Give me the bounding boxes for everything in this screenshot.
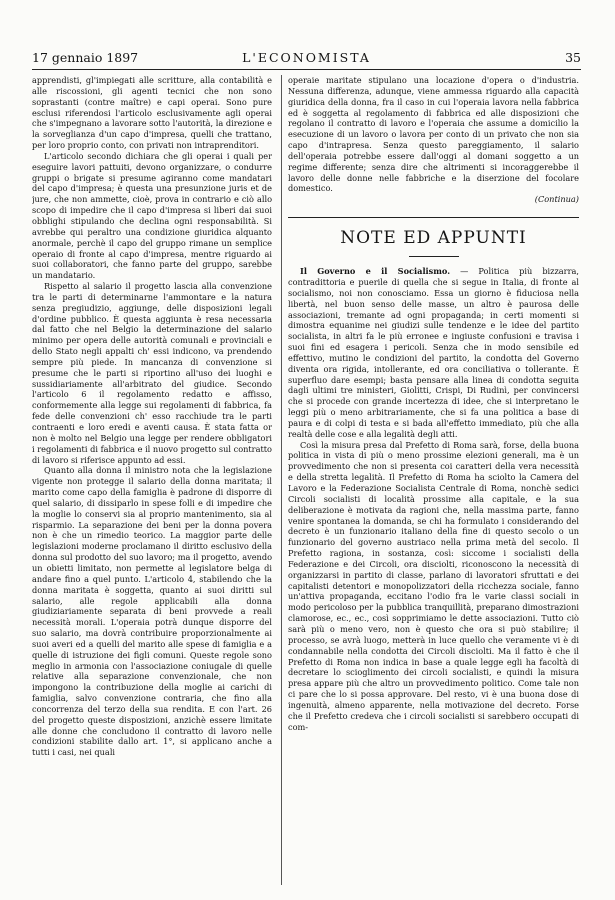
- section-divider: [288, 217, 579, 218]
- article-text: — Politica più bizzarra, contradittoria e puerile di quella che si segue in Italia, di fronte al socialismo, noi non conosciamo. Essa un giorno è fiduciosa nella libertà, nel buon senso delle masse, un altro è paurosa delle associazioni, tremante ad ogni propaganda; in certi momenti si dimostra equanime nei giudizi sulle tendenze e le idee del partito socialista, in altri fa le più erronee e ingiuste confusioni e travisa i suoi fini ed esagera i pericoli. Senza che in modo sensibile ed effettivo, mutino le condizioni del partito, la condotta del Governo diventa ora rigida, intollerante, ed ora conciliativa o tollerante. È superfluo dare esempi; basta pensare alla linea di condotta seguita dagli ultimi tre ministeri, Giolitti, Crispi, Di Rudinì, per convincersi che si procede con grande incertezza di idee, che si interpretano le leggi più o meno arbitrariamente, che si fa una politica a base di paura e di colpi di testa e si bada all'effetto immediato, più che alla realtà delle cose e alla legalità degli atti.: [288, 266, 579, 439]
- article-paragraph: Così la misura presa dal Prefetto di Roma sarà, forse, della buona politica in vista di più o meno prossime elezioni generali, ma è un provvedimento che non si presenta coi caratteri della vera necessità e della stretta legalità. Il Prefetto di Roma ha sciolto la Camera del Lavoro e la Federazione Socialista Centrale di Roma, nonchè sedici Circoli socialisti di località prossime alla capitale, e la sua deliberazione è motivata da ragioni che, nella massima parte, fanno venire spontanea la domanda, se chi ha formulato i considerando del decreto è un funzionario italiano della fine di questo secolo o un funzionario del governo austriaco nella prima metà del secolo. Il Prefetto ragiona, in sostanza, così: siccome i socialisti della Federazione e dei Circoli, ora disciolti, riconoscono la necessità di organizzarsi in partito di classe, parlano di lavoratori sfruttati e dei capitalisti detentori e monopolizzatori della ricchezza sociale, fanno un'attiva propaganda, eccitano l'odio fra le varie classi sociali in modo pericoloso per la pubblica tranquillità, preparano dimostrazioni clamorose, ec., ec., così sopprimiamo le dette associazioni. Tutto ciò sarà più o meno vero, non è questo che ora si può stabilire; il processo, se avrà luogo, metterà in luce quello che veramente vi è di condannabile nella condotta dei Circoli disciolti. Ma il fatto è che il Prefetto di Roma non indica in base a quale legge egli ha facoltà di decretare lo scioglimento dei circoli socialisti, e quindi la misura presa appare più che altro un provvedimento politico. Come tale non ci pare che lo si possa approvare. Del resto, vi è una buona dose di ingenuità, almeno apparente, nella motivazione del decreto. Forse che il Prefetto credeva che i circoli socialisti si sarebbero occupati di com-: [288, 439, 579, 732]
- continuation-paragraph: operaie maritate stipulano una locazione d'opera o d'industria. Nessuna differenza, adunque, viene ammessa riguardo alla capacità giuridica della donna, fra il caso in cui l'operaia lavora nella fabbrica ed è soggetta al regolamento di fabbrica ed alle disposizioni che regolano il contratto di lavoro e l'operaia che assume a domicilio la esecuzione di un lavoro o lavora per conto di un privato che non sia capo d'intrapresa. Senza questo pareggiamento, il salario dell'operaia potrebbe essere dall'oggi al domani soggetto a un regime differente; senza dire che altrimenti si incoraggerebbe il lavoro delle donne nelle fabbriche e la diserzione del focolare domestico.: [288, 75, 579, 194]
- issue-date: 17 gennaio 1897: [32, 50, 139, 65]
- article-heading: Il Governo e il Socialismo.: [300, 266, 451, 277]
- right-column: [288, 75, 579, 890]
- page-number: 35: [565, 50, 581, 65]
- left-paragraph: L'articolo secondo dichiara che gli operai i quali per eseguire lavori pattuiti, devono organizzare, o condurre gruppi o brigate si presume agiranno come mandatari del capo d'impresa; è questa una presunzione juris et de jure, che non ammette, cioè, prova in contrario e ciò allo scopo di impedire che il capo d'impresa si liberi dai suoi obblighi stipulando che declina ogni responsabilità. Si avrebbe qui peraltro una condizione giuridica alquanto anormale, perchè il capo del gruppo rimane un semplice operaio di fronte al capo d'impresa, mentre riguardo ai suoi collaboratori, che fanno parte del gruppo, sarebbe un mandatario.: [32, 150, 272, 281]
- left-paragraph: apprendisti, gl'impiegati alle scritture, alla contabilità e alle riscossioni, gli agenti tecnici che non sono soprastanti (contre maître) e capi operai. Sono pure esclusi riferendosi l'articolo esclusivamente agli operai che s'impegnano a lavorare sotto l'autorità, la direzione e la sorveglianza d'un capo d'impresa, quelli che trattano, per loro proprio conto, con privati non intraprenditori.: [32, 75, 272, 151]
- header-rule: [32, 69, 581, 70]
- journal-title: L'ECONOMISTA: [242, 50, 371, 65]
- article-paragraph: [288, 266, 579, 440]
- section-title: NOTE ED APPUNTI: [340, 228, 527, 249]
- title-underline: [409, 256, 459, 257]
- column-divider: [281, 75, 282, 885]
- left-paragraph: Quanto alla donna il ministro nota che la legislazione vigente non protegge il salario della donna maritata; il marito come capo della famiglia è padrone di disporre di quel salario, di dissiparlo in spese folli e di impedire che la moglie lo conservi sia al proprio mantenimento, sia al risparmio. La separazione dei beni per la donna povera non è che un rimedio teorico. La maggior parte delle legislazioni moderne proclamano il diritto esclusivo della donna sul prodotto del suo lavoro; ma il progetto, avendo un obietti limitato, non permette al legislatore belga di andare fino a quel punto. L'articolo 4, stabilendo che la donna maritata è soggetta, quanto ai suoi diritti sul salario, alle regole applicabili alla donna giudiziariamente separata di beni provvede a reali necessità morali. L'operaia potrà dunque disporre del suo salario, ma dovrà contribuire proporzionalmente ai suoi averi ed a quelli del marito alle spese di famiglia e a quelle di istruzione dei figli comuni. Queste regole sono meglio in armonia con l'associazione coniugale di quelle relative alla separazione convenzionale, che non impongono la contribuzione della moglie ai carichi di famiglia, salvo convenzione contraria, che fino alla concorrenza del terzo della sua rendita. E con l'art. 26 del progetto queste disposizioni, anzichè essere limitate alle donne che concludono il contratto di lavoro nelle condizioni stabilite dallo art. 1°, si applicano anche a tutti i casi, nei quali: [32, 465, 272, 758]
- page-header: [32, 50, 581, 68]
- continua-note: (Continua): [534, 194, 579, 205]
- left-column: [32, 75, 272, 890]
- left-paragraph: Rispetto al salario il progetto lascia alla convenzione tra le parti di determinarne l'ammontare e la natura senza pregiudizio, aggiunge, delle disposizioni legali d'ordine pubblico. È questa aggiunta è resa necessaria dal fatto che nel Belgio la determinazione del salario minimo per opera delle autorità comunali e provinciali e dello Stato negli appalti ch' essi indicono, va prendendo sempre più piede. In mancanza di convenzione si presume che le parti si riportino all'uso dei luoghi e sussidiariamente all'arbitrato del giudice. Secondo l'articolo 6 il regolamento redatto e affisso, conformemente alla legge sui regolamenti di fabbrica, fa fede delle convenzioni ch' esso racchiude tra le parti contraenti e loro eredi e aventi causa. È stata fatta or non è molto nel Belgio una legge per rendere obbligatori i regolamenti di fabbrica e il nuovo progetto sul contratto di lavoro si riferisce appunto ad essi.: [32, 281, 272, 465]
